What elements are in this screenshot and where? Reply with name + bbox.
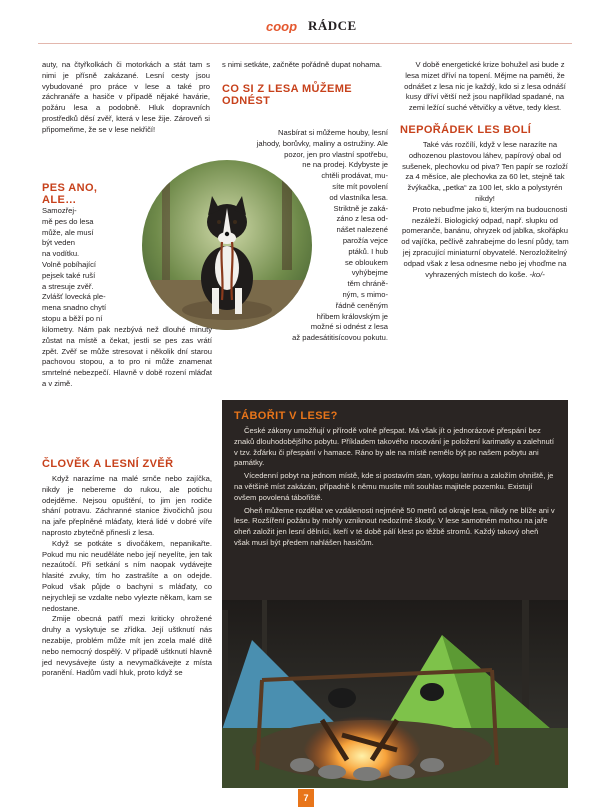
col1-intro: auty, na čtyřkolkách či motorkách a stát tam s nimi je přísně zakázané. Lesní cesty jsou vybudované pro práce v lese a také pro záchranáře a hasiče v případě nějaké havárie, požáru lesa a podobně. Hluk dopravních prostředků děsí zvěř, která v lese žije. Zároveň si připomeňme, že se v lese nekřičí! [42,60,210,134]
collect-text-line: síte mít povolení [332,181,388,191]
collect-text-lines [222,128,388,344]
dog-rest-paragraph: kilometry. Nám pak nezbývá než dlouhé minuty zůstat na místě a čekat, jestli se pes zas vrátí zpět. Zvěř se může stresovat i několik dní starou pachovou stopou, a to pro ni může znamenat smrtelné nebezpečí. Hlavně v době rození mláďat a v zimě. [42,325,212,388]
collect-text-line: těm chráně- [347,279,388,289]
section-title: RÁDCE [308,18,357,33]
dog-text-line: a stresuje zvěř. [42,281,94,291]
header-divider [38,43,572,44]
camping-box [222,400,568,788]
collect-text-line: hřibem královským je [316,311,388,321]
camping-box-text [234,410,556,551]
collect-text-line: chtěli prodávat, mu- [321,171,388,181]
col3-paragraph-1: V době energetické krize bohužel asi bude z lesa mizet dříví na topení. Mějme na paměti, že odnášet z lesa nic je každý, kdo si z lesa odnáší kusy dříví větší než jsou například spadané, na zemi ležící suché větvičky a větve, tedy klest. [404,60,566,113]
col3-paragraph-3-text: Proto nebuďme jako ti, kterým na budoucnosti nezáleží. Biologický odpad, např. slupku od pomeranče, banánu, ohryzek od jablka, skořápku od vajíčka, pečlivě zahrabejme do lesní půdy, tam jej zpracující miniaturní obyvatelé. Nerozložitelný odpad však z lesa odnesme nebo jej vhoďme na vyhrazených místech do koše. [401,204,569,279]
camping-paragraph-1: České zákony umožňují v přírodě volně přespat. Má však jít o jednorázové přespání bez znaků dlouhodobějšího pobytu. Příkladem takového nocování je položení karimatky a zalehnutí v tzv. žďárku či přespání v hamace. Ráno by ale na místě nemělo být po našem pobytu ani památky. [234,426,554,468]
dog-rest-text [42,325,212,390]
column-2 [222,60,388,111]
dog-text-line: pejsek také ruší [42,270,96,280]
column-3 [400,60,570,280]
dog-text-line: stopu a běží po ní [42,313,103,323]
col2-intro: s nimi setkáte, začněte pořádně dupat nohama. [222,60,382,69]
collect-text-line: možné si odnést z lesa [310,322,388,332]
collect-text-line: parožía vejce [342,235,388,245]
dog-text-line: Samozřej- [42,206,77,215]
svg-text:coop: coop [266,19,298,33]
animal-heading: ČLOVĚK A LESNÍ ZVĚŘ [42,458,174,470]
coop-logo [266,19,304,33]
collect-heading: CO SI Z LESA MŮŽEME ODNÉST [222,82,353,107]
col3-paragraph-2: Také vás rozčílí, když v lese narazíte na odhozenou plastovou láhev, papírový obal od sušenek, plechovku od piva? Ten papír se rozloží za 4 měsíce, ale plechovka za 60 let, stejně tak žvýkačka, „petka“ za 100 let, sklo a polystyrén nikdy! [402,139,568,203]
campfire-image [222,600,568,788]
camping-paragraph-2: Vícedenní pobyt na jednom místě, kde si postavím stan, vykopu latrínu a založím ohniště, je na většině míst zakázán, případně k němu musíte mít souhlas majitele pozemku. Existují ovšem povolená tábořiště. [234,471,554,502]
animal-section [42,458,212,679]
dog-text-line: mě pes do lesa [42,216,94,226]
dog-text-line: Zvlášť lovecká ple- [42,292,106,302]
dog-text-line: mena snadno chytí [42,303,107,313]
dog-heading: PES ANO, ALE… [42,182,98,206]
collect-text-line: ne na prodej. Kdybyste je [302,160,388,170]
column-1 [42,60,210,136]
dog-text-lines [42,206,106,325]
col3-paragraph-3 [400,205,570,281]
dog-section [42,182,142,208]
animal-paragraph-3: Zmije obecná patří mezi kriticky ohrožené druhy a vyskytuje se zřídka. Její uštknutí nás nezabije, problém může mít jen zcela malé dítě nebo nemocný dospělý. V případě uštknutí hlavně jed nevysávejte ústy a nevymačkávejte z místa poranění. Hadům vadí hluk, proto když se [42,614,212,678]
collect-text-line: ným, s mimo- [342,289,388,299]
campfire-photo [222,600,568,788]
litter-heading: NEPOŘÁDEK LES BOLÍ [400,123,532,136]
collect-text-line: záno z lesa od- [336,214,388,224]
collect-text-line: se obloukem [344,257,388,267]
author-signature: -ko/- [529,269,545,279]
collect-text-line: ptáků. I hub [348,246,388,256]
dog-text-line: Volně pobíhající [42,259,97,269]
collect-text-line: jahody, borůvky, maliny a ostružiny. Ale [256,138,388,148]
collect-text-line: vyhýbejme [351,268,388,278]
dog-text-line: na vodítku. [42,249,80,259]
dog-text-line: může, ale musí [42,227,94,237]
page-number: 7 [298,789,314,807]
collect-text-line: pozor, jen pro vlastní spotřebu, [284,149,388,159]
collect-text-line: Nasbírat si můžeme houby, lesní [277,128,388,137]
dog-text-line: být veden [42,238,75,248]
animal-paragraph-2: Když se potkáte s divočákem, nepanikařte. Pokud mu nic neuděláte nebo její neyelíte, jen tak nezaútočí. Při setkání s ním naopak vydávejte hlasité zvuky, tím ho zastrašíte a on odejde. Pokud však půjde o bachyni s mláďaty, co nejrychleji se vzdalte nebo vylezte někam, kam se nedostane. [42,538,212,613]
collect-text-line: Striktně je zaká- [333,203,388,213]
collect-text-line: řádně ceněným [335,300,388,310]
collect-text-line: až padesátitisícovou pokutu. [292,333,388,343]
camping-paragraph-3: Oheň můžeme rozdělat ve vzdálenosti nejméně 50 metrů od okraje lesa, nikdy ne blíže ani v lese. Rozšíření požáru by mohly vzniknout nedozírné škody. V lese samotném mohou na jaře oheň založit jen lesní dělníci, kteří v té době pálí klest po těžbě stromů. Každý takový oheň však musí být předem nahlášen hasičům. [234,505,555,547]
camping-heading: TÁBOŘIT V LESE? [234,410,338,422]
page-header [266,16,357,36]
collect-text-line: nášet nalezené [336,225,388,235]
animal-paragraph-1: Když narazíme na malé srnče nebo zajíčka, nikdy je nebereme do rukou, ale potichu odejděme. Nejsou opuštění, to jim jen rodiče shání potravu. Záchranné stanice živočichů jsou na jaře přeplněné mláďaty, která lidé v dobré víře naprosto zbytečně přinesli z lesa. [42,474,212,537]
collect-text-line: od vlastníka lesa. [329,192,388,202]
